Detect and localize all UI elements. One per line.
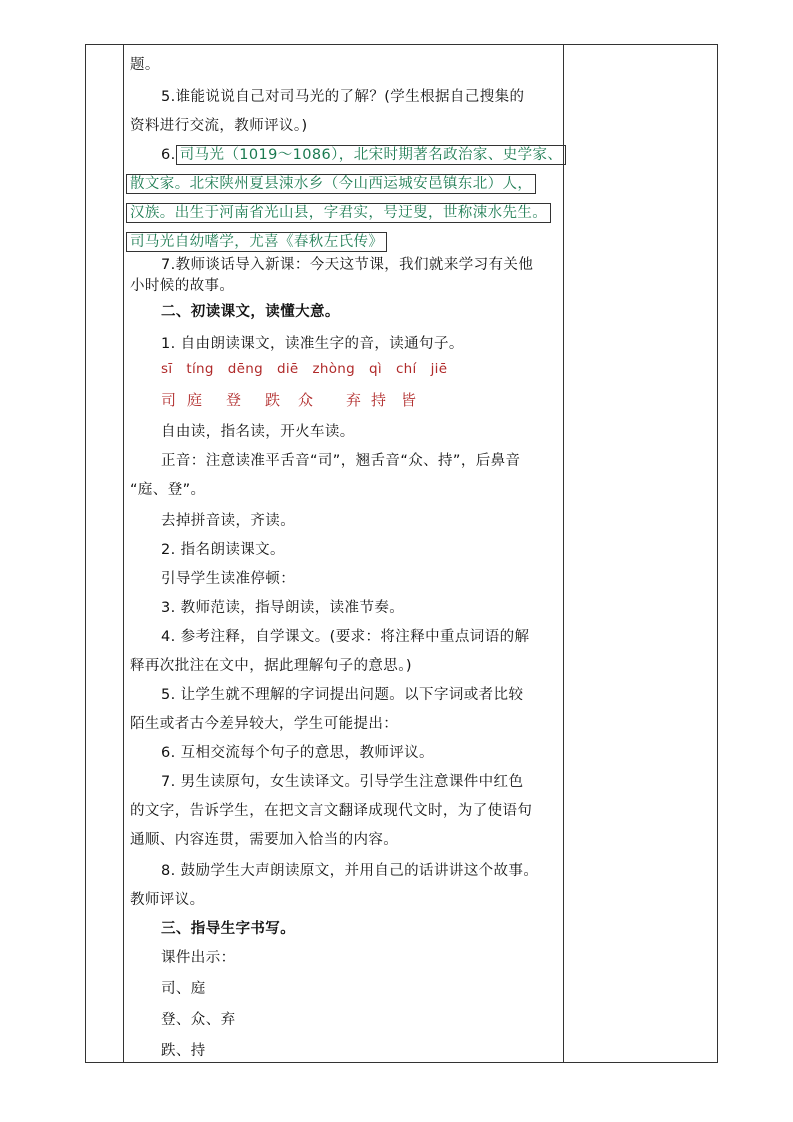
pinyin-row: [161, 361, 461, 377]
text-line: 正音：注意读准平舌音“司”，翘舌音“众、持”，后鼻音: [161, 453, 521, 469]
text-line: 5. 让学生就不理解的字词提出问题。以下字词或者比较: [161, 687, 524, 703]
character-group: 司、庭: [161, 981, 206, 997]
text-line: 的文字，告诉学生，在把文言文翻译成现代文时，为了使语句: [130, 803, 533, 819]
pinyin-jie: jiē: [430, 361, 448, 377]
pinyin-zhong: zhòng: [312, 361, 356, 377]
text-line: 去掉拼音读，齐读。: [161, 513, 296, 529]
character-group: 登、众、弃: [161, 1012, 236, 1028]
text-line-bio-4: [126, 230, 387, 251]
character-group: 跌、持: [161, 1043, 206, 1059]
text-line: 陌生或者古今差异较大，学生可能提出：: [130, 716, 399, 732]
char-deng: 登: [226, 391, 244, 409]
pinyin-deng: dēng: [227, 361, 263, 377]
bio-text: 散文家。北宋陕州夏县涑水乡（今山西运城安邑镇东北）人，: [126, 174, 536, 194]
text-line: 4. 参考注释，自学课文。(要求：将注释中重点词语的解: [161, 629, 530, 645]
text-line: 2. 指名朗读课文。: [161, 542, 285, 558]
char-ting: 庭: [187, 391, 205, 409]
pinyin-chi: chí: [395, 361, 417, 377]
item-number: 6.: [161, 147, 176, 163]
text-line-bio-2: [126, 172, 536, 193]
text-line: 小时候的故事。: [130, 278, 235, 294]
char-zhong: 众: [298, 391, 316, 409]
char-die: 跌: [265, 391, 283, 409]
text-line: 资料进行交流，教师评议。): [130, 118, 308, 134]
bio-text: 司马光自幼嗜学，尤喜《春秋左氏传》: [126, 232, 387, 252]
pinyin-die: diē: [276, 361, 299, 377]
column-divider-left: [123, 45, 124, 1062]
text-line: 释再次批注在文中，据此理解句子的意思。): [130, 658, 412, 674]
bio-text: 司马光（1019～1086），北宋时期著名政治家、史学家、: [176, 145, 567, 165]
text-line: 引导学生读准停顿：: [161, 571, 296, 587]
section-heading-3: 三、指导生字书写。: [161, 921, 296, 937]
text-line-bio-3: [126, 201, 551, 222]
text-line: 1. 自由朗读课文，读准生字的音，读通句子。: [161, 336, 464, 352]
text-line: 3. 教师范读，指导朗读，读准节奏。: [161, 600, 405, 616]
pinyin-si: sī: [161, 361, 173, 377]
pinyin-ting: tíng: [186, 361, 214, 377]
section-heading-2: 二、初读课文，读懂大意。: [161, 304, 340, 320]
text-line: 教师评议。: [130, 892, 205, 908]
text-line: 7.教师谈话导入新课：今天这节课，我们就来学习有关他: [161, 257, 534, 273]
char-jie: 皆: [401, 391, 419, 409]
char-qi: 弃: [346, 391, 364, 409]
text-line: 通顺、内容连贯，需要加入恰当的内容。: [130, 832, 399, 848]
char-si: 司: [161, 391, 179, 409]
text-line: “庭、登”。: [130, 482, 206, 498]
column-divider-right: [563, 45, 564, 1062]
text-line: 5.谁能说说自己对司马光的了解？(学生根据自己搜集的: [161, 89, 525, 105]
text-line: 自由读，指名读，开火车读。: [161, 424, 355, 440]
text-line: 题。: [130, 57, 160, 73]
text-line-bio-1: [161, 143, 566, 164]
pinyin-qi: qì: [369, 361, 382, 377]
text-line: 8. 鼓励学生大声朗读原文，并用自己的话讲讲这个故事。: [161, 863, 539, 879]
bio-text: 汉族。出生于河南省光山县，字君实，号迂叟，世称涑水先生。: [126, 203, 551, 223]
char-chi: 持: [371, 391, 389, 409]
text-line: 课件出示：: [161, 950, 236, 966]
text-line: 6. 互相交流每个句子的意思，教师评议。: [161, 745, 434, 761]
text-line: 7. 男生读原句，女生读译文。引导学生注意课件中红色: [161, 774, 524, 790]
